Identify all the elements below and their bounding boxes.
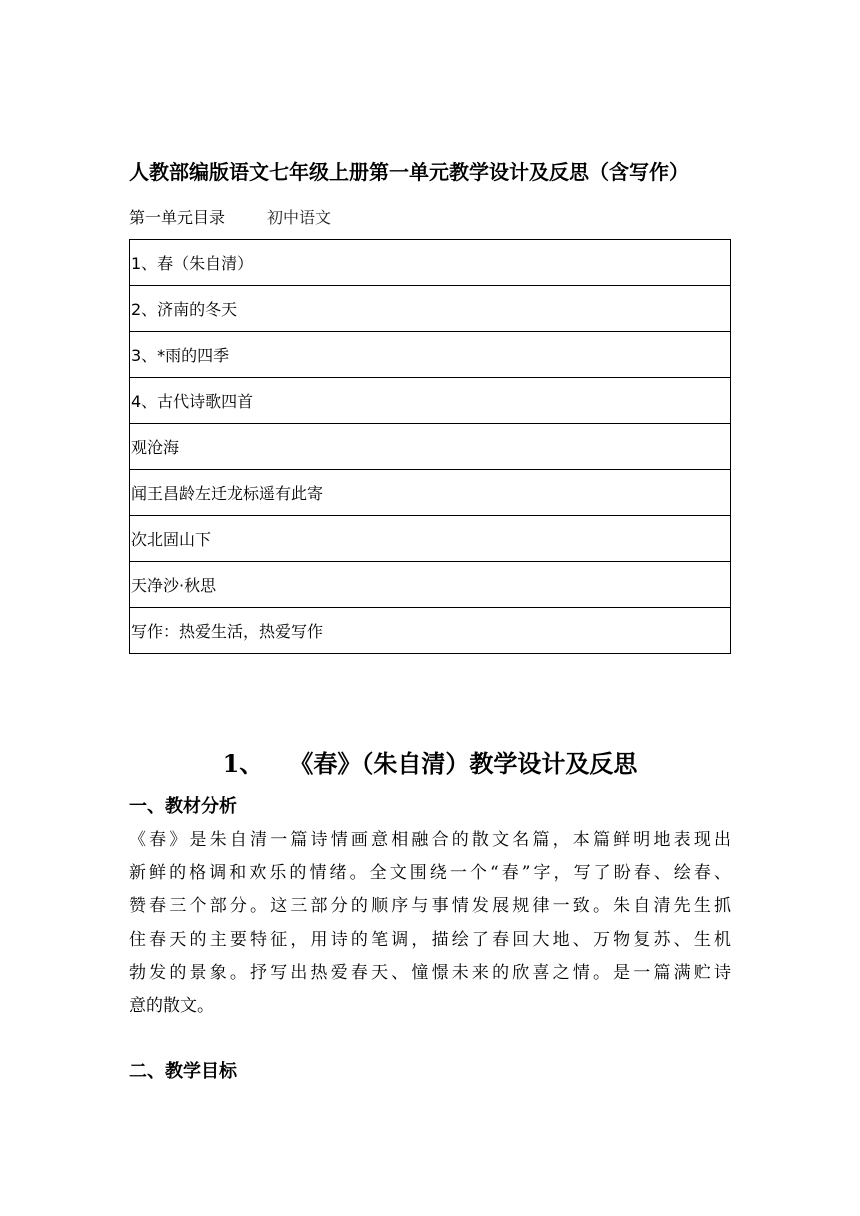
paragraph-line: 住春天的主要特征，用诗的笔调，描绘了春回大地、万物复苏、生机: [129, 929, 731, 950]
toc-row: [130, 608, 731, 654]
toc-header: [129, 205, 331, 231]
toc-subject-label: 初中语文: [267, 208, 332, 227]
paragraph-line: 意的散文。: [129, 996, 214, 1017]
toc-item: 2、济南的冬天: [130, 286, 731, 332]
document-title: 人教部编版语文七年级上册第一单元教学设计及反思（含写作）: [129, 160, 689, 184]
toc-item: 3、*雨的四季: [130, 332, 731, 378]
toc-item: 观沧海: [130, 424, 731, 470]
lesson-title-text: 《春》（朱自清）教学设计及反思: [301, 749, 638, 778]
toc-heading: 第一单元目录: [129, 208, 226, 227]
toc-item: 天净沙·秋思: [130, 562, 731, 608]
toc-item: 闻王昌龄左迁龙标遥有此寄: [130, 470, 731, 516]
analysis-paragraph: [129, 824, 731, 1023]
toc-row: [130, 240, 731, 286]
toc-row: [130, 424, 731, 470]
toc-item: 次北固山下: [130, 516, 731, 562]
toc-item: 4、古代诗歌四首: [130, 378, 731, 424]
toc-item: 1、春（朱自清）: [130, 240, 731, 286]
toc-item: 写作：热爱生活，热爱写作: [130, 608, 731, 654]
toc-row: [130, 562, 731, 608]
paragraph-line: 赞春三个部分。这三部分的顺序与事情发展规律一致。朱自清先生抓: [129, 896, 731, 917]
toc-row: [130, 332, 731, 378]
lesson-title: [0, 746, 860, 782]
section-heading-analysis: 一、教材分析: [129, 796, 237, 817]
lesson-number: 1、: [222, 749, 264, 778]
toc-row: [130, 286, 731, 332]
toc-row: [130, 378, 731, 424]
section-heading-objectives: 二、教学目标: [129, 1061, 237, 1082]
toc-table: [129, 239, 731, 654]
toc-row: [130, 470, 731, 516]
paragraph-line: 勃发的景象。抒写出热爱春天、憧憬未来的欣喜之情。是一篇满贮诗: [129, 962, 731, 983]
paragraph-line: 《春》是朱自清一篇诗情画意相融合的散文名篇，本篇鲜明地表现出: [129, 830, 731, 850]
toc-row: [130, 516, 731, 562]
paragraph-line: 新鲜的格调和欢乐的情绪。全文围绕一个“春”字，写了盼春、绘春、: [129, 863, 731, 884]
